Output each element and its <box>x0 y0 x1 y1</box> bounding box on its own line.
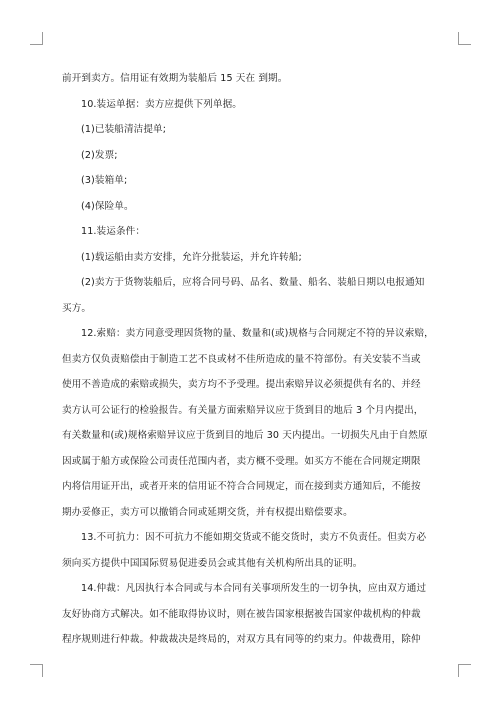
text-line: 14.仲裁：凡因执行本合同或与本合同有关事项所发生的一切争执，应由双方通过 <box>81 583 427 594</box>
text-line: 11.装运条件： <box>81 226 146 237</box>
text-line: (1)已装船清洁提单; <box>81 124 167 135</box>
text-line: 卖方认可公证行的检验报告。有关量方面索赔异议应于货到目的地后 3 个月内提出， <box>62 404 424 416</box>
text-line: 12.索赔：卖方同意受理因货物的量、数量和(或)规格与合同规定不符的异议索赔， <box>81 328 434 339</box>
text-line: 有关数量和(或)规格索赔异议应于货到目的地后 30 天内提出。一切损失凡由于自然原 <box>62 430 428 441</box>
text-line: 前开到卖方。信用证有效期为装船后 15 天在 到期。 <box>62 73 288 84</box>
text-line: 程序规则进行仲裁。仲裁裁决是终局的，对双方具有同等的约束力。仲裁费用，除仲 <box>62 634 421 645</box>
text-line: 使用不善造成的索赔或损失，卖方均不予受理。提出索赔异议必须提供有名的、并经 <box>62 379 421 390</box>
text-line: 13.不可抗力：因不可抗力不能如期交货或不能交货时，卖方不负责任。但卖方必 <box>81 532 427 543</box>
crop-mark-bottom-left <box>30 664 43 677</box>
text-line: 内将信用证开出，或者开来的信用证不符合合同规定，而在接到卖方通知后，不能按 <box>62 481 421 492</box>
text-line: 但卖方仅负责赔偿由于制造工艺不良或材不佳所造成的量不符部份。有关安装不当或 <box>62 353 421 365</box>
text-line: (3)装箱单; <box>81 175 128 186</box>
crop-mark-bottom-right <box>458 664 471 677</box>
text-line: 须向买方提供中国国际贸易促进委员会或其他有关机构所出具的证明。 <box>62 557 363 569</box>
text-line: 友好协商方式解决。如不能取得协议时，则在被告国家根据被告国家仲裁机构的仲裁 <box>62 608 421 620</box>
text-line: 10.装运单据：卖方应提供下列单据。 <box>81 98 242 110</box>
text-line: (4)保险单。 <box>81 200 134 212</box>
text-line: 买方。 <box>62 302 92 314</box>
text-line: (2)卖方于货物装船后，应将合同号码、品名、数量、船名、装船日期以电报通知 <box>81 277 425 288</box>
text-line: (1)载运船由卖方安排，允许分批装运，并允许转船; <box>81 251 302 263</box>
text-line: (2)发票; <box>81 149 118 161</box>
crop-mark-top-right <box>458 32 471 45</box>
text-line: 期办妥修正，卖方可以撤销合同或延期交货，并有权提出赔偿要求。 <box>62 506 353 518</box>
document-body <box>62 66 442 653</box>
text-line: 因或属于船方或保险公司责任范围内者，卖方概不受理。如买方不能在合同规定期限 <box>62 455 421 467</box>
crop-mark-top-left <box>30 32 43 45</box>
